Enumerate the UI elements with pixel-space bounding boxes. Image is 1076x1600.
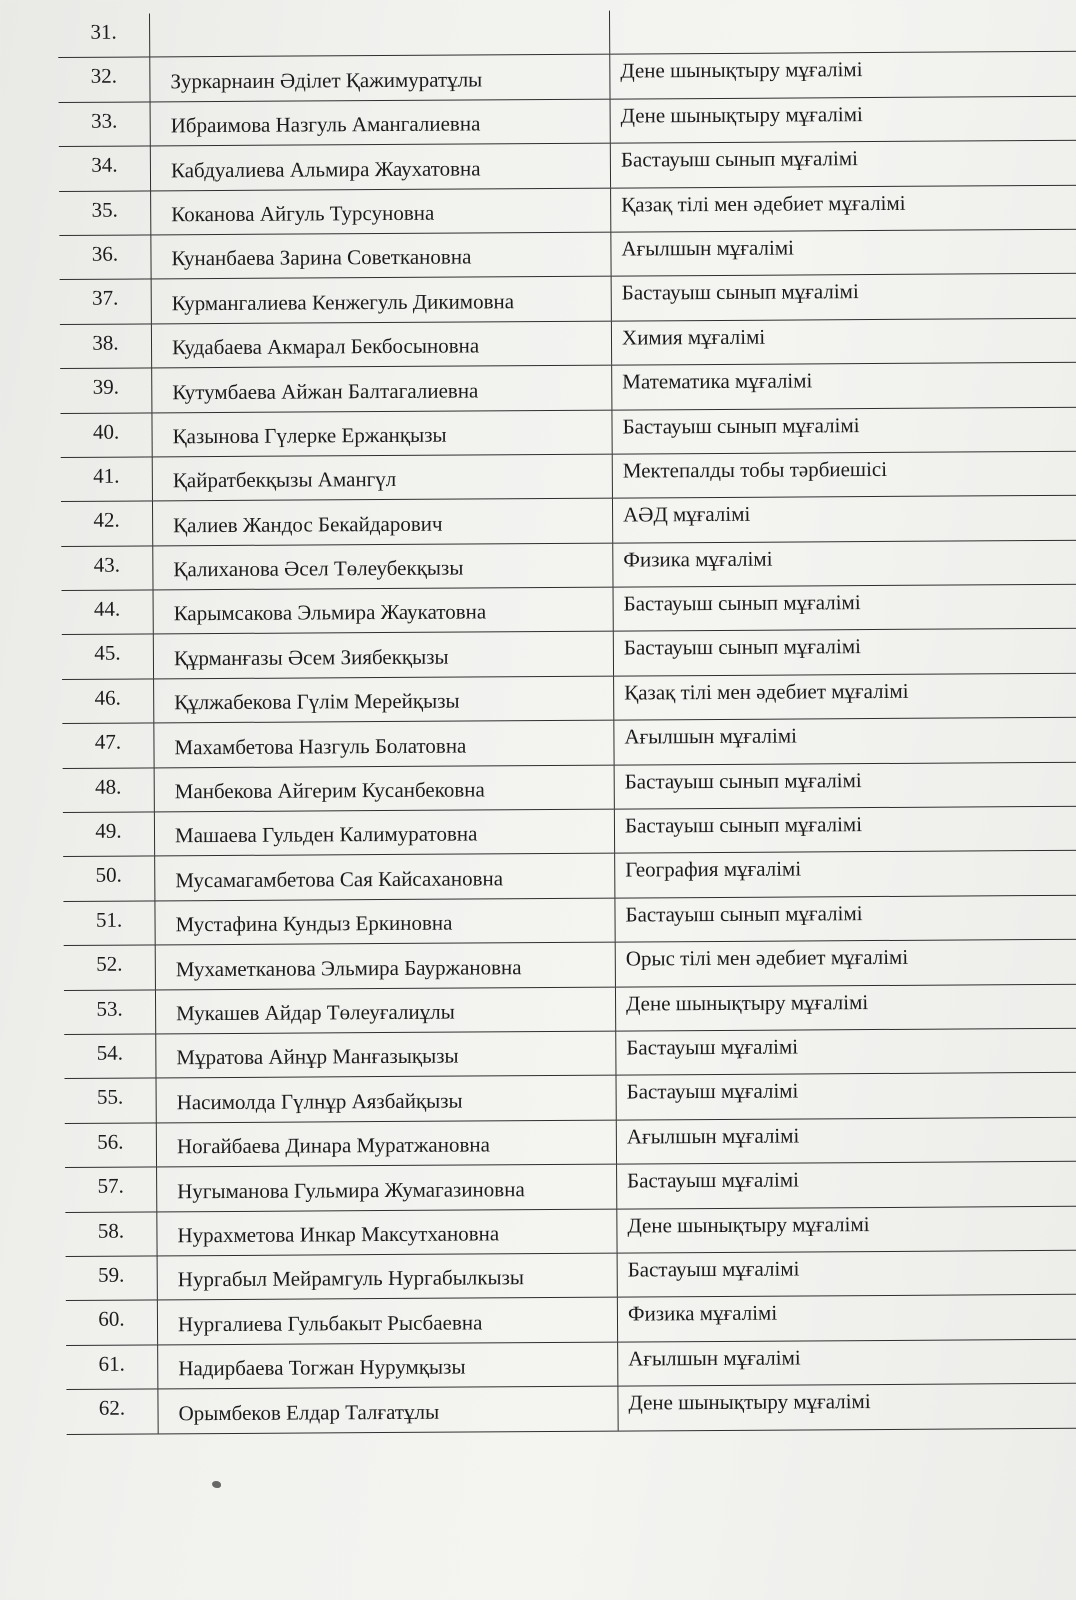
table-row <box>60 363 1076 414</box>
job-title: Бастауыш мұғалімі <box>615 1073 1076 1119</box>
row-number: 32. <box>58 58 150 102</box>
row-number: 57. <box>65 1168 157 1212</box>
person-name: Мустафина Кундыз Еркиновна <box>175 910 453 937</box>
row-number: 33. <box>59 102 151 146</box>
row-number: 51. <box>63 901 155 945</box>
table-row <box>64 940 1076 991</box>
person-name: Курмангалиева Кенжегуль Дикимовна <box>171 288 515 316</box>
staff-table <box>58 8 1076 1435</box>
person-name: Кабдуалиева Альмира Жаухатовна <box>170 155 481 182</box>
table-row <box>64 984 1076 1035</box>
job-title: Бастауыш сынып мұғалімі <box>614 762 1076 808</box>
row-number: 59. <box>66 1256 158 1300</box>
table-row <box>61 452 1076 503</box>
row-number: 31. <box>58 13 150 57</box>
table-row <box>63 851 1076 902</box>
person-name: Орымбеков Елдар Талғатұлы <box>178 1399 440 1425</box>
job-title: Орыс тілі мен әдебиет мұғалімі <box>615 940 1076 986</box>
table-row <box>60 407 1076 458</box>
person-name: Нургалиева Гульбакыт Рысбаевна <box>177 1310 483 1337</box>
person-name: Манбекова Айгерим Кусанбековна <box>174 777 485 804</box>
job-title: Бастауыш сынып мұғалімі <box>611 407 1076 453</box>
row-number: 54. <box>64 1034 156 1078</box>
table-row <box>59 141 1076 192</box>
person-name: Нугыманова Гульмира Жумагазиновна <box>177 1176 525 1203</box>
person-name: Ногайбаева Динара Муратжановна <box>176 1132 490 1159</box>
row-number: 60. <box>66 1301 158 1345</box>
table-row <box>62 674 1076 725</box>
table-row <box>61 496 1076 547</box>
row-number: 48. <box>63 768 155 812</box>
person-name: Мухаметканова Эльмира Бауржановна <box>175 954 522 981</box>
row-number: 46. <box>62 679 154 723</box>
ink-speck <box>212 1481 221 1488</box>
table-row <box>65 1117 1076 1168</box>
person-name: Коканова Айгуль Турсуновна <box>171 200 435 227</box>
job-title: Бастауыш мұғалімі <box>616 1162 1076 1208</box>
table-row <box>61 540 1076 591</box>
row-number: 42. <box>61 502 153 546</box>
person-name: Қалиев Жандос Бекайдарович <box>173 511 443 537</box>
table-row <box>65 1206 1076 1257</box>
job-title: АӘД мұғалімі <box>612 496 1076 542</box>
person-name: Надирбаева Тогжан Нурумқызы <box>178 1354 466 1381</box>
person-name: Насимолда Гүлнұр Аязбайқызы <box>176 1088 463 1115</box>
job-title: Қазақ тілі мен әдебиет мұғалімі <box>613 674 1076 720</box>
person-name: Карымсакова Эльмира Жаукатовна <box>173 599 487 626</box>
job-title <box>609 8 1076 54</box>
job-title: Дене шынықтыру мұғалімі <box>615 984 1076 1030</box>
person-name: Құрманғазы Әсем Зиябекқызы <box>173 644 449 671</box>
person-name: Машаева Гульден Калимуратовна <box>174 821 478 848</box>
table-row <box>66 1339 1076 1390</box>
row-number: 41. <box>61 457 153 501</box>
row-number: 49. <box>63 812 155 856</box>
job-title: Ағылшын мұғалімі <box>610 230 1076 276</box>
table-row <box>59 96 1076 147</box>
row-number: 53. <box>64 990 156 1034</box>
table-row <box>66 1384 1076 1435</box>
row-number: 36. <box>59 235 151 279</box>
job-title: География мұғалімі <box>614 851 1076 897</box>
job-title: Бастауыш сынып мұғалімі <box>614 896 1076 942</box>
job-title: Мектепалды тобы тәрбиешісі <box>612 452 1076 498</box>
job-title: Дене шынықтыру мұғалімі <box>617 1384 1076 1430</box>
job-title: Қазақ тілі мен әдебиет мұғалімі <box>610 185 1076 231</box>
job-title: Дене шынықтыру мұғалімі <box>616 1206 1076 1252</box>
row-number: 50. <box>63 857 155 901</box>
person-name: Мусамагамбетова Сая Кайсахановна <box>175 866 504 893</box>
row-number: 39. <box>60 369 152 413</box>
person-name: Зуркарнаин Әділет Қажимуратұлы <box>170 67 483 94</box>
person-name: Қазынова Гүлерке Ержанқызы <box>172 422 447 449</box>
row-number: 43. <box>61 546 153 590</box>
person-name: Кутумбаева Айжан Балтагалиевна <box>172 377 479 404</box>
row-number: 58. <box>65 1212 157 1256</box>
table-row <box>60 274 1076 325</box>
job-title: Химия мұғалімі <box>611 318 1076 364</box>
row-number: 40. <box>60 413 152 457</box>
row-number: 35. <box>59 191 151 235</box>
table-row <box>62 718 1076 769</box>
row-number: 38. <box>60 324 152 368</box>
table-row <box>60 318 1076 369</box>
table-row <box>65 1073 1076 1124</box>
table-row <box>58 52 1076 103</box>
job-title: Бастауыш сынып мұғалімі <box>610 141 1076 187</box>
row-number: 44. <box>62 591 154 635</box>
person-name: Нургабыл Мейрамгуль Нургабылкызы <box>177 1265 525 1292</box>
job-title: Математика мұғалімі <box>611 363 1076 409</box>
row-number: 47. <box>62 724 154 768</box>
job-title: Физика мұғалімі <box>612 540 1076 586</box>
row-number: 55. <box>65 1079 157 1123</box>
table-row <box>59 230 1076 281</box>
table-row <box>64 1029 1076 1080</box>
row-number: 45. <box>62 635 154 679</box>
person-name: Нурахметова Инкар Максутхановна <box>177 1221 500 1248</box>
job-title: Физика мұғалімі <box>617 1295 1076 1341</box>
person-name: Қайратбекқызы Амангүл <box>172 467 397 493</box>
job-title: Ағылшын мұғалімі <box>613 718 1076 764</box>
person-name: Махамбетова Назгуль Болатовна <box>174 733 467 759</box>
row-number: 34. <box>59 147 151 191</box>
table-row <box>62 585 1076 636</box>
row-number: 61. <box>66 1345 158 1389</box>
row-number: 37. <box>60 280 152 324</box>
person-name: Мукашев Айдар Төлеуғалиұлы <box>176 999 455 1026</box>
table-row <box>58 8 1076 59</box>
job-title: Ағылшын мұғалімі <box>616 1118 1076 1164</box>
person-name: Кудабаева Акмарал Бекбосыновна <box>171 333 480 360</box>
table-row <box>63 896 1076 947</box>
row-number: 62. <box>66 1390 158 1434</box>
person-name: Кунанбаева Зарина Советкановна <box>171 244 472 271</box>
job-title: Бастауыш мұғалімі <box>615 1029 1076 1075</box>
person-name: Ибраимова Назгуль Амангалиевна <box>170 111 481 138</box>
table-row <box>66 1295 1076 1346</box>
job-title: Бастауыш сынып мұғалімі <box>611 274 1076 320</box>
table-row <box>59 185 1076 236</box>
job-title: Бастауыш мұғалімі <box>617 1251 1076 1297</box>
job-title: Дене шынықтыру мұғалімі <box>609 52 1076 98</box>
job-title: Ағылшын мұғалімі <box>617 1339 1076 1385</box>
table-row <box>65 1162 1076 1213</box>
person-name: Құлжабекова Гүлім Мерейқызы <box>174 688 460 715</box>
table-row <box>62 629 1076 680</box>
job-title: Бастауыш сынып мұғалімі <box>613 629 1076 675</box>
person-name: Мұратова Айнұр Манғазықызы <box>176 1043 459 1070</box>
job-title: Бастауыш сынып мұғалімі <box>613 585 1076 631</box>
person-name: Қалиханова Әсел Төлеубекқызы <box>173 555 464 582</box>
table-row <box>66 1251 1076 1302</box>
row-number: 56. <box>65 1123 157 1167</box>
row-number: 52. <box>64 946 156 990</box>
table-row <box>63 807 1076 858</box>
job-title: Дене шынықтыру мұғалімі <box>610 97 1076 143</box>
table-row <box>63 762 1076 813</box>
job-title: Бастауыш сынып мұғалімі <box>614 807 1076 853</box>
